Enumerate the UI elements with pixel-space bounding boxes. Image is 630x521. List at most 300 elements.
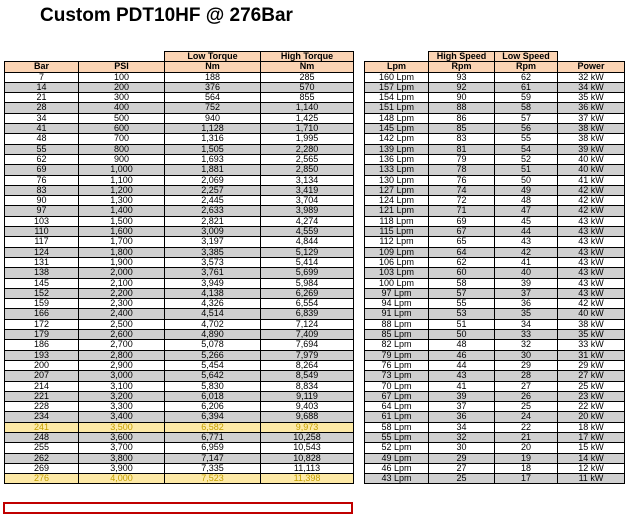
- table-cell: 43 kW: [558, 216, 625, 226]
- table-cell: 193: [5, 350, 79, 360]
- table-cell: 2,821: [165, 216, 261, 226]
- table-cell: 285: [261, 72, 354, 82]
- table-cell: 58: [495, 103, 558, 113]
- table-cell: 109 Lpm: [365, 247, 429, 257]
- table-cell: 25: [495, 402, 558, 412]
- table-cell: 10,543: [261, 443, 354, 453]
- table-cell: 214: [5, 381, 79, 391]
- table-row: [365, 474, 625, 484]
- table-row: [5, 330, 354, 340]
- table-cell: 4,000: [79, 474, 165, 484]
- table-row: [5, 309, 354, 319]
- table-row: [5, 185, 354, 195]
- table-cell: 88 Lpm: [365, 319, 429, 329]
- table-cell: 145: [5, 278, 79, 288]
- table-row: [365, 360, 625, 370]
- table-cell: 20 kW: [558, 412, 625, 422]
- table-cell: 700: [79, 134, 165, 144]
- table-cell: 5,699: [261, 268, 354, 278]
- table-row: [365, 463, 625, 473]
- table-cell: 570: [261, 82, 354, 92]
- table-row: [365, 144, 625, 154]
- table-cell: 56: [495, 124, 558, 134]
- table-cell: 41: [429, 381, 495, 391]
- table-cell: 1,710: [261, 124, 354, 134]
- table-cell: 48: [5, 134, 79, 144]
- table-cell: 28: [495, 371, 558, 381]
- table-row: [365, 391, 625, 401]
- table-cell: 124: [5, 247, 79, 257]
- flow-speed-power-body: [365, 72, 625, 484]
- table-cell: 40: [495, 268, 558, 278]
- table-cell: 76: [5, 175, 79, 185]
- group-header-low-torque: Low Torque: [165, 52, 261, 62]
- table-cell: 2,069: [165, 175, 261, 185]
- table-row: [5, 371, 354, 381]
- table-cell: 43 kW: [558, 278, 625, 288]
- table-row: [365, 453, 625, 463]
- table-cell: 74: [429, 185, 495, 195]
- table-cell: 76: [429, 175, 495, 185]
- table-cell: 18: [495, 463, 558, 473]
- table-cell: 800: [79, 144, 165, 154]
- table-cell: 3,009: [165, 227, 261, 237]
- table-cell: 52 Lpm: [365, 443, 429, 453]
- table-cell: 1,693: [165, 154, 261, 164]
- table-cell: 37: [495, 288, 558, 298]
- table-row: [365, 103, 625, 113]
- table-row: [5, 216, 354, 226]
- table-cell: 33 kW: [558, 340, 625, 350]
- table-row: [5, 278, 354, 288]
- table-cell: 400: [79, 103, 165, 113]
- table-cell: 1,425: [261, 113, 354, 123]
- table-cell: 42 kW: [558, 185, 625, 195]
- table-cell: 52: [495, 154, 558, 164]
- group-header-high-speed: High Speed: [429, 52, 495, 62]
- table-cell: 234: [5, 412, 79, 422]
- table-cell: 7,523: [165, 474, 261, 484]
- col-header-high-torque-nm: Nm: [261, 62, 354, 72]
- table-cell: 86: [429, 113, 495, 123]
- table-cell: 22: [495, 422, 558, 432]
- table-cell: 41: [5, 124, 79, 134]
- table-cell: 7,694: [261, 340, 354, 350]
- table-cell: 1,000: [79, 165, 165, 175]
- table-cell: 90: [5, 196, 79, 206]
- table-cell: 2,100: [79, 278, 165, 288]
- table-cell: 54: [495, 144, 558, 154]
- table-cell: 3,600: [79, 432, 165, 442]
- table-cell: 85 Lpm: [365, 330, 429, 340]
- table-cell: 55: [495, 134, 558, 144]
- table-cell: 43 kW: [558, 288, 625, 298]
- table-cell: 4,514: [165, 309, 261, 319]
- table-cell: 9,403: [261, 402, 354, 412]
- table-row: [5, 165, 354, 175]
- table-cell: 43 kW: [558, 257, 625, 267]
- table-cell: 4,890: [165, 330, 261, 340]
- table-cell: 1,100: [79, 175, 165, 185]
- table-cell: 7: [5, 72, 79, 82]
- table-cell: 69: [429, 216, 495, 226]
- table-cell: 55: [429, 299, 495, 309]
- table-cell: 2,300: [79, 299, 165, 309]
- table-row: [5, 350, 354, 360]
- table-cell: 91 Lpm: [365, 309, 429, 319]
- table-row: [365, 247, 625, 257]
- table-cell: 188: [165, 72, 261, 82]
- table-cell: 151 Lpm: [365, 103, 429, 113]
- table-cell: 32: [429, 432, 495, 442]
- table-cell: 1,881: [165, 165, 261, 175]
- table-cell: 112 Lpm: [365, 237, 429, 247]
- table-row: [365, 443, 625, 453]
- table-cell: 51: [495, 165, 558, 175]
- table-cell: 81: [429, 144, 495, 154]
- table-row: [5, 453, 354, 463]
- table-row: [5, 175, 354, 185]
- table-row: [5, 474, 354, 484]
- table-cell: 83: [429, 134, 495, 144]
- table-cell: 34: [5, 113, 79, 123]
- pressure-torque-table: [4, 51, 354, 484]
- table-cell: 157 Lpm: [365, 82, 429, 92]
- table-cell: 3,100: [79, 381, 165, 391]
- table-cell: 34 kW: [558, 82, 625, 92]
- table-cell: 38 kW: [558, 319, 625, 329]
- table-cell: 43 kW: [558, 237, 625, 247]
- table-cell: 564: [165, 93, 261, 103]
- table-cell: 300: [79, 93, 165, 103]
- table-cell: 3,134: [261, 175, 354, 185]
- table-row: [5, 72, 354, 82]
- table-cell: 3,300: [79, 402, 165, 412]
- table-cell: 23 kW: [558, 391, 625, 401]
- table-cell: 139 Lpm: [365, 144, 429, 154]
- table-cell: 20: [495, 443, 558, 453]
- table-cell: 64: [429, 247, 495, 257]
- table-cell: 82 Lpm: [365, 340, 429, 350]
- table-cell: 6,394: [165, 412, 261, 422]
- table-row: [5, 422, 354, 432]
- table-cell: 3,000: [79, 371, 165, 381]
- table-cell: 39: [429, 391, 495, 401]
- table-row: [5, 196, 354, 206]
- table-cell: 41 kW: [558, 175, 625, 185]
- table-cell: 1,400: [79, 206, 165, 216]
- table-cell: 9,688: [261, 412, 354, 422]
- table-cell: 9,119: [261, 391, 354, 401]
- table-cell: 3,573: [165, 257, 261, 267]
- table-row: [365, 134, 625, 144]
- table-row: [5, 412, 354, 422]
- group-header-blank: [79, 52, 165, 62]
- table-cell: 42 kW: [558, 206, 625, 216]
- table-row: [365, 257, 625, 267]
- table-cell: 18 kW: [558, 422, 625, 432]
- table-cell: 34: [495, 319, 558, 329]
- table-cell: 35: [495, 309, 558, 319]
- table-row: [365, 309, 625, 319]
- table-row: [365, 381, 625, 391]
- table-cell: 4,702: [165, 319, 261, 329]
- table-cell: 117: [5, 237, 79, 247]
- table-row: [365, 340, 625, 350]
- table-cell: 1,505: [165, 144, 261, 154]
- table-cell: 1,600: [79, 227, 165, 237]
- table-cell: 19: [495, 453, 558, 463]
- table-cell: 49 Lpm: [365, 453, 429, 463]
- table-row: [365, 299, 625, 309]
- table-cell: 25 kW: [558, 381, 625, 391]
- table-row: [365, 288, 625, 298]
- table-cell: 17: [495, 474, 558, 484]
- table-cell: 1,200: [79, 185, 165, 195]
- table-cell: 7,335: [165, 463, 261, 473]
- table-cell: 131: [5, 257, 79, 267]
- table-cell: 14: [5, 82, 79, 92]
- table-row: [365, 185, 625, 195]
- table-cell: 6,269: [261, 288, 354, 298]
- table-cell: 37 kW: [558, 113, 625, 123]
- table-cell: 8,264: [261, 360, 354, 370]
- table-cell: 241: [5, 422, 79, 432]
- table-row: [5, 124, 354, 134]
- table-cell: 6,771: [165, 432, 261, 442]
- table-cell: 50: [495, 175, 558, 185]
- table-row: [5, 319, 354, 329]
- table-cell: 186: [5, 340, 79, 350]
- table-cell: 21: [495, 432, 558, 442]
- table-cell: 37: [429, 402, 495, 412]
- table-cell: 61 Lpm: [365, 412, 429, 422]
- table-cell: 1,995: [261, 134, 354, 144]
- table-row: [5, 237, 354, 247]
- table-cell: 6,959: [165, 443, 261, 453]
- table-row: [5, 360, 354, 370]
- table-cell: 43: [495, 237, 558, 247]
- table-row: [5, 257, 354, 267]
- table-cell: 2,850: [261, 165, 354, 175]
- table-row: [5, 154, 354, 164]
- table-row: [365, 402, 625, 412]
- table-cell: 269: [5, 463, 79, 473]
- max-pressure-outline: [3, 502, 353, 514]
- table-row: [365, 165, 625, 175]
- table-cell: 62: [429, 257, 495, 267]
- col-header-lpm: Lpm: [365, 62, 429, 72]
- table-cell: 47: [495, 206, 558, 216]
- table-cell: 76 Lpm: [365, 360, 429, 370]
- table-cell: 3,500: [79, 422, 165, 432]
- table-row: [5, 247, 354, 257]
- table-cell: 1,900: [79, 257, 165, 267]
- table-cell: 376: [165, 82, 261, 92]
- table-cell: 1,300: [79, 196, 165, 206]
- table-cell: 2,600: [79, 330, 165, 340]
- table-cell: 2,000: [79, 268, 165, 278]
- table-cell: 36 kW: [558, 103, 625, 113]
- table-cell: 44: [429, 360, 495, 370]
- table-cell: 100: [79, 72, 165, 82]
- table-cell: 4,138: [165, 288, 261, 298]
- table-cell: 32 kW: [558, 72, 625, 82]
- table-cell: 14 kW: [558, 453, 625, 463]
- table-cell: 90: [429, 93, 495, 103]
- table-row: [5, 299, 354, 309]
- table-cell: 79: [429, 154, 495, 164]
- table-cell: 103: [5, 216, 79, 226]
- col-header-bar: Bar: [5, 62, 79, 72]
- table-cell: 127 Lpm: [365, 185, 429, 195]
- table-cell: 88: [429, 103, 495, 113]
- table-cell: 50: [429, 330, 495, 340]
- table-cell: 1,500: [79, 216, 165, 226]
- table-cell: 38 kW: [558, 124, 625, 134]
- table-cell: 30: [429, 443, 495, 453]
- table-cell: 133 Lpm: [365, 165, 429, 175]
- table-cell: 31 kW: [558, 350, 625, 360]
- table-cell: 5,454: [165, 360, 261, 370]
- col-header-low-torque-nm: Nm: [165, 62, 261, 72]
- table-cell: 6,554: [261, 299, 354, 309]
- table-cell: 100 Lpm: [365, 278, 429, 288]
- table-cell: 43 kW: [558, 268, 625, 278]
- table-cell: 152: [5, 288, 79, 298]
- table-cell: 4,844: [261, 237, 354, 247]
- pressure-torque-body: [5, 72, 354, 484]
- table-cell: 39 kW: [558, 144, 625, 154]
- table-cell: 10,828: [261, 453, 354, 463]
- table-cell: 61: [495, 82, 558, 92]
- table-cell: 276: [5, 474, 79, 484]
- table-cell: 40 kW: [558, 165, 625, 175]
- table-cell: 73 Lpm: [365, 371, 429, 381]
- table-row: [5, 443, 354, 453]
- table-cell: 2,280: [261, 144, 354, 154]
- table-cell: 11 kW: [558, 474, 625, 484]
- table-cell: 3,700: [79, 443, 165, 453]
- table-cell: 5,266: [165, 350, 261, 360]
- table-cell: 3,949: [165, 278, 261, 288]
- table-cell: 22 kW: [558, 402, 625, 412]
- table-cell: 59: [495, 93, 558, 103]
- table-cell: 43 kW: [558, 227, 625, 237]
- table-cell: 3,419: [261, 185, 354, 195]
- table-cell: 97 Lpm: [365, 288, 429, 298]
- table-cell: 115 Lpm: [365, 227, 429, 237]
- table-row: [365, 82, 625, 92]
- col-header-psi: PSI: [79, 62, 165, 72]
- table-row: [5, 391, 354, 401]
- table-row: [365, 278, 625, 288]
- table-cell: 27: [429, 463, 495, 473]
- table-cell: 38 kW: [558, 134, 625, 144]
- table-cell: 42 kW: [558, 299, 625, 309]
- page-title: Custom PDT10HF @ 276Bar: [40, 5, 293, 26]
- group-header-blank: [365, 52, 429, 62]
- table-row: [5, 463, 354, 473]
- table-cell: 752: [165, 103, 261, 113]
- table-cell: 179: [5, 330, 79, 340]
- table-row: [365, 93, 625, 103]
- table-cell: 3,385: [165, 247, 261, 257]
- table-cell: 28: [5, 103, 79, 113]
- table-cell: 39: [495, 278, 558, 288]
- table-cell: 2,633: [165, 206, 261, 216]
- table-cell: 1,316: [165, 134, 261, 144]
- table-cell: 2,200: [79, 288, 165, 298]
- table-cell: 71: [429, 206, 495, 216]
- table-row: [365, 113, 625, 123]
- table-cell: 3,704: [261, 196, 354, 206]
- table-cell: 15 kW: [558, 443, 625, 453]
- group-header-low-speed: Low Speed: [495, 52, 558, 62]
- table-cell: 1,700: [79, 237, 165, 247]
- table-cell: 6,582: [165, 422, 261, 432]
- table-row: [365, 330, 625, 340]
- table-cell: 55 Lpm: [365, 432, 429, 442]
- table-cell: 166: [5, 309, 79, 319]
- table-row: [365, 154, 625, 164]
- table-cell: 7,124: [261, 319, 354, 329]
- column-header-row: [365, 62, 625, 72]
- table-row: [5, 268, 354, 278]
- table-cell: 207: [5, 371, 79, 381]
- table-row: [5, 402, 354, 412]
- table-cell: 7,147: [165, 453, 261, 463]
- table-cell: 248: [5, 432, 79, 442]
- col-header-power: Power: [558, 62, 625, 72]
- table-cell: 7,979: [261, 350, 354, 360]
- table-cell: 5,830: [165, 381, 261, 391]
- table-cell: 3,800: [79, 453, 165, 463]
- table-cell: 4,274: [261, 216, 354, 226]
- table-cell: 2,700: [79, 340, 165, 350]
- table-row: [365, 206, 625, 216]
- table-cell: 148 Lpm: [365, 113, 429, 123]
- table-cell: 60: [429, 268, 495, 278]
- flow-speed-power-table: [364, 51, 625, 484]
- table-row: [365, 227, 625, 237]
- table-cell: 43 kW: [558, 247, 625, 257]
- table-cell: 21: [5, 93, 79, 103]
- table-cell: 11,113: [261, 463, 354, 473]
- table-cell: 53: [429, 309, 495, 319]
- table-cell: 2,900: [79, 360, 165, 370]
- table-cell: 41: [495, 257, 558, 267]
- table-cell: 10,258: [261, 432, 354, 442]
- table-cell: 5,078: [165, 340, 261, 350]
- table-cell: 8,549: [261, 371, 354, 381]
- table-cell: 83: [5, 185, 79, 195]
- table-cell: 2,565: [261, 154, 354, 164]
- table-cell: 29 kW: [558, 360, 625, 370]
- table-cell: 72: [429, 196, 495, 206]
- table-cell: 40 kW: [558, 154, 625, 164]
- table-cell: 93: [429, 72, 495, 82]
- table-cell: 42 kW: [558, 196, 625, 206]
- table-cell: 6,018: [165, 391, 261, 401]
- table-cell: 1,128: [165, 124, 261, 134]
- table-cell: 106 Lpm: [365, 257, 429, 267]
- table-cell: 51: [429, 319, 495, 329]
- table-row: [365, 175, 625, 185]
- table-cell: 5,642: [165, 371, 261, 381]
- table-cell: 97: [5, 206, 79, 216]
- table-cell: 6,839: [261, 309, 354, 319]
